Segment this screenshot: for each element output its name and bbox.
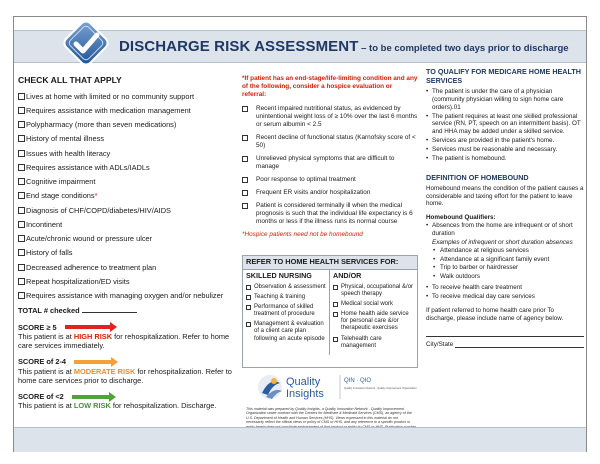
score-moderate-heading: [18, 357, 236, 366]
checkbox[interactable]: [242, 135, 248, 141]
score-low-text-a: This patient is at: [18, 401, 74, 411]
checkbox[interactable]: [18, 178, 25, 185]
score-moderate-text: [18, 367, 236, 386]
checklist-item-label: Lives at home with limited or no community support: [26, 91, 195, 101]
end-stage-asterisk: *: [94, 191, 98, 201]
hospice-criterion: [242, 134, 418, 150]
checkbox[interactable]: [242, 106, 248, 112]
checklist-item: [18, 234, 236, 243]
checklist-item: [18, 92, 236, 101]
total-label: TOTAL # checked: [18, 306, 80, 316]
checklist-item-label: Repeat hospitalization/ED visits: [26, 276, 130, 286]
service-item: [333, 284, 414, 298]
form-page: [13, 16, 587, 452]
checkbox[interactable]: [242, 177, 248, 183]
checkbox[interactable]: [18, 93, 25, 100]
skilled-nursing-item: [246, 284, 326, 291]
skilled-nursing-title: SKILLED NURSING: [246, 270, 312, 280]
checkbox[interactable]: [18, 264, 25, 271]
checklist-item: [18, 277, 236, 286]
hospice-criterion-label: Recent impaired nutritional status, as evidenced by unintentional weight loss of ≥ 10% over the last 6 months or serum albumin < 2.5: [256, 105, 418, 128]
hospice-criterion: [242, 105, 418, 129]
checkbox[interactable]: [246, 322, 251, 327]
score-high-text-a: This patient is at: [18, 331, 74, 341]
title-sub: – to be completed two days prior to discharge: [358, 43, 569, 54]
disclaimer-fine-print: This material was prepared by Quality Insights, a Quality Innovation Network - Quality Improvement Organization under contract with the Centers for Medicare & Medicaid Services (CMS), an agency of the U.S. Department of Health and Human Services (HHS). Views expressed in this material do not necessarily reflect the official views or policy of CMS or HHS, and any reference to a specific product or: [246, 407, 412, 425]
checkbox[interactable]: [18, 249, 25, 256]
service-item: [333, 311, 414, 333]
hospice-criteria: [242, 71, 418, 239]
checkbox[interactable]: [333, 302, 338, 307]
score-moderate-text-a: This patient is at: [18, 366, 74, 376]
refer-home-health-box: [242, 255, 418, 368]
service-item-label: Medical social work: [341, 300, 394, 307]
hospice-criterion: [242, 202, 418, 226]
checklist-item-label: Acute/chronic wound or pressure ulcer: [26, 234, 153, 244]
risk-checklist: [18, 71, 236, 411]
skilled-nursing-item-label: Performance of skilled treatment of procedure: [254, 303, 315, 318]
homebound-title: DEFINITION OF HOMEBOUND: [426, 172, 529, 182]
hospice-criterion: [242, 176, 418, 184]
brand-name-top: Quality: [286, 376, 321, 388]
moderate-risk-label: MODERATE RISK: [73, 366, 136, 376]
absence-example-item: • Trip to barber or hairdresser: [426, 264, 584, 272]
score-high-label: SCORE ≥ 5: [18, 322, 57, 332]
hospice-criterion: [242, 189, 418, 197]
service-item-label: Home health aide service for personal care &/or therapeutic exercises: [341, 311, 409, 332]
qualify-item: • The patient is homebound.: [426, 155, 584, 163]
checklist-item-label: End stage conditions: [26, 191, 95, 201]
checkbox[interactable]: [18, 235, 25, 242]
city-state-label: City/State: [426, 340, 454, 348]
refer-title: REFER TO HOME HEALTH SERVICES FOR:: [243, 256, 417, 270]
checkbox[interactable]: [246, 285, 251, 290]
skilled-nursing-item-label: Management & evaluation of a client care plan following an acute episode: [254, 321, 325, 342]
score-moderate-text-b: for rehospitalization. Refer to home care services prior to discharge.: [18, 366, 232, 385]
checklist-item-label: Requires assistance with medication management: [26, 105, 191, 115]
receive-item: • To receive health care treatment: [426, 284, 584, 292]
checkbox[interactable]: [333, 337, 338, 342]
score-moderate-label: SCORE of 2-4: [18, 357, 67, 367]
low-risk-label: LOW RISK: [73, 401, 111, 411]
page-title: [119, 38, 569, 56]
qualify-item: • Services are provided in the patient's home.: [426, 137, 584, 145]
checkbox[interactable]: [18, 135, 25, 142]
checkbox[interactable]: [242, 203, 248, 209]
checklist-item: [18, 106, 236, 115]
service-item-label: Telehealth care management: [341, 335, 382, 349]
brand-name-bottom: Insights: [286, 388, 324, 400]
absence-item: • Absences from the home are infrequent or of short duration: [426, 222, 584, 238]
absence-example-item: • Walk outdoors: [426, 273, 584, 281]
checkbox[interactable]: [246, 295, 251, 300]
checklist-title: CHECK ALL THAT APPLY: [18, 75, 122, 85]
score-low-text-b: for rehospitalization. Discharge.: [110, 401, 217, 411]
total-input-line[interactable]: [82, 312, 137, 313]
qualify-item: • The patient is under the care of a physician (community physician willing to sign home care orders).01: [426, 88, 584, 112]
service-item: [333, 301, 414, 308]
score-high-heading: [18, 323, 236, 332]
skilled-nursing-item: [246, 304, 326, 318]
qualify-item: • Services must be reasonable and necessary.: [426, 146, 584, 154]
absence-examples: Examples of infrequent or short duration absences: [432, 238, 573, 246]
checklist-item-label: Requires assistance with managing oxygen and/or nebulizer: [26, 291, 224, 301]
total-checked: [18, 306, 236, 315]
referred-text: If patient referred to home health care prior To discharge, please include name of agency below.: [426, 306, 564, 322]
hospice-criterion-label: Recent decline of functional status (Karnofsky score of < 50): [256, 134, 416, 149]
skilled-nursing-item-label: Observation & assessment: [254, 283, 326, 290]
skilled-nursing-item-label: Teaching & training: [254, 293, 306, 300]
skilled-nursing-item: [246, 321, 326, 343]
hospice-criterion-label: Frequent ER visits and/or hospitalization: [256, 189, 371, 196]
checklist-item: [18, 206, 236, 215]
checkbox[interactable]: [18, 278, 25, 285]
brand-qin-sub: Quality Innovation Network · Quality Improvement Organization: [344, 387, 417, 390]
andor-column: [330, 270, 417, 355]
checklist-item: [18, 291, 236, 300]
andor-title: AND/OR: [333, 270, 362, 280]
score-low-heading: [18, 392, 236, 401]
city-state-field[interactable]: [426, 341, 584, 349]
checkbox[interactable]: [18, 107, 25, 114]
checklist-item: [18, 191, 236, 200]
checkbox[interactable]: [18, 292, 25, 299]
checklist-item-label: Requires assistance with ADLs/IADLs: [26, 162, 150, 172]
qualify-item: • The patient requires at least one skilled professional service (RN, PT, speech on an intermittent basis). OT and HHA may be added under a skilled service.: [426, 113, 584, 137]
checkbox[interactable]: [333, 312, 338, 317]
score-high-text-b: for rehospitalization. Refer to home care services immediately.: [18, 331, 230, 351]
checkbox[interactable]: [18, 150, 25, 157]
score-low-text: [18, 401, 236, 410]
red-arrow-icon: [65, 325, 111, 329]
checkbox[interactable]: [18, 192, 25, 199]
receive-item: • To receive medical day care services: [426, 293, 584, 301]
quality-insights-logo: [242, 369, 418, 405]
hospice-criterion-label: Poor response to optimal treatment: [256, 176, 356, 183]
checklist-item: [18, 120, 236, 129]
homebound-text: Homebound means the condition of the patient causes a considerable and taxing effort for the patient to leave home.: [426, 184, 584, 208]
score-high-text: [18, 332, 236, 351]
qualify-title: TO QUALIFY FOR MEDICARE HOME HEALTH SERVICES: [426, 67, 581, 85]
hospice-note: *If patient has an end-stage/life-limiting condition and any of the following, consider a hospice evaluation or referral:: [242, 75, 418, 98]
checkbox[interactable]: [242, 156, 248, 162]
service-item: [333, 336, 414, 350]
medicare-info: [426, 67, 584, 354]
checkbox[interactable]: [18, 121, 25, 128]
checkbox[interactable]: [333, 285, 338, 290]
service-item-label: Physical, occupational &/or speech therapy: [341, 283, 414, 297]
high-risk-label: HIGH RISK: [73, 331, 113, 341]
checkbox[interactable]: [18, 207, 25, 214]
absence-example-item: • Attendance at religious services: [426, 247, 584, 255]
hospice-footnote: *Hospice patients need not be homebound: [242, 231, 363, 238]
checkmark-badge-icon: [58, 15, 114, 71]
score-low-label: SCORE of ˂2: [18, 392, 64, 402]
hospice-criterion: [242, 155, 418, 171]
footer-bar: [14, 427, 586, 452]
agency-name-line[interactable]: [426, 323, 584, 337]
checklist-item-label: Incontinent: [26, 219, 63, 229]
checklist-item: [18, 263, 236, 272]
checklist-item-label: Decreased adherence to treatment plan: [26, 262, 157, 272]
checklist-item-label: Polypharmacy (more than seven medications): [26, 120, 177, 130]
checklist-item: [18, 149, 236, 158]
checklist-item: [18, 248, 236, 257]
checkbox[interactable]: [18, 164, 25, 171]
hospice-criterion-label: Patient is considered terminally ill when the medical prognosis is such that the individual life expectancy is 6 months or less if the illness runs its normal course: [256, 202, 413, 225]
checklist-item: [18, 163, 236, 172]
title-main: DISCHARGE RISK ASSESSMENT: [119, 38, 359, 55]
city-state-line[interactable]: [455, 341, 584, 348]
checklist-item: [18, 134, 236, 143]
checkbox[interactable]: [246, 305, 251, 310]
absence-example-item: • Attendance at a significant family event: [426, 256, 584, 264]
checklist-item-label: History of mental illness: [26, 134, 105, 144]
checkbox[interactable]: [18, 221, 25, 228]
skilled-nursing-column: [243, 270, 330, 355]
green-arrow-icon: [72, 395, 110, 399]
checkbox[interactable]: [242, 190, 248, 196]
orange-arrow-icon: [74, 360, 112, 364]
checklist-item-label: History of falls: [26, 248, 73, 258]
hospice-criterion-label: Unrelieved physical symptoms that are difficult to manage: [256, 155, 395, 170]
checklist-item-label: Issues with health literacy: [26, 148, 111, 158]
qualifiers-title: Homebound Qualifiers:: [426, 214, 496, 222]
brand-qin: QIN · QIO: [344, 378, 371, 384]
checklist-item: [18, 177, 236, 186]
checklist-item: [18, 220, 236, 229]
skilled-nursing-item: [246, 294, 326, 301]
checklist-item-label: Diagnosis of CHF/COPD/diabetes/HIV/AIDS: [26, 205, 171, 215]
checklist-item-label: Cognitive impairment: [26, 177, 96, 187]
